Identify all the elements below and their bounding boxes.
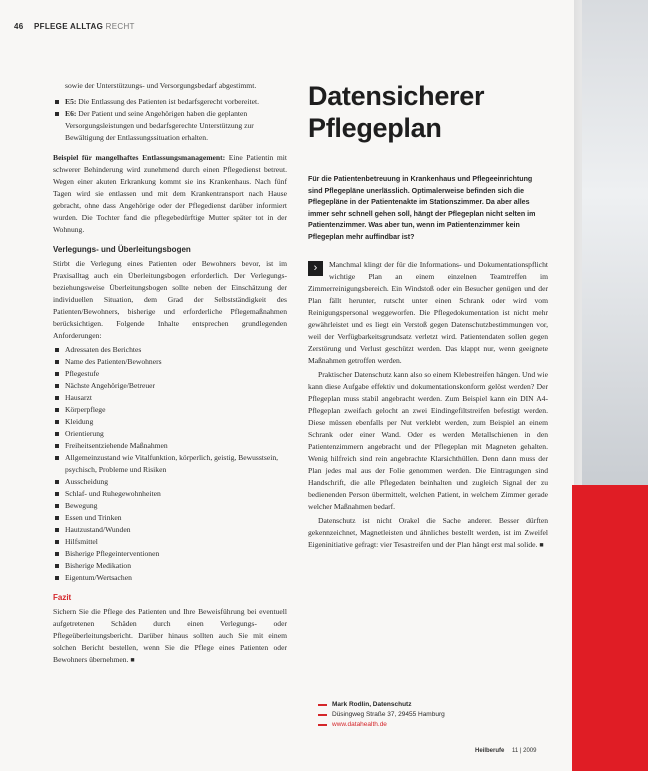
subsection-name: RECHT	[105, 22, 135, 31]
author-name: Mark Rodlin, Datenschutz	[318, 700, 518, 710]
author-url[interactable]: www.datahealth.de	[318, 720, 518, 730]
list-item: Ausscheidung	[53, 476, 287, 488]
intro-continued	[53, 80, 287, 92]
list-item: Eigentum/Wertsachen	[53, 572, 287, 584]
background-photo	[582, 0, 648, 485]
list-item: Kleidung	[53, 416, 287, 428]
end-mark: ■	[539, 541, 544, 549]
end-mark: ■	[130, 656, 135, 664]
list-item: Hausarzt	[53, 392, 287, 404]
example-paragraph: Beispiel für mangelhaftes Entlassungsmanagement: Eine Patientin mit schwerer Behinderung wird zunehmend durch einen Pflegedienst betreut. Wegen einer akuten Erkrankung kommt sie ins Krankenhaus. Nach fünf Tagen wird sie entlassen und mit dem Krankentransport nach Hause gebracht, ohne dass Angehörige oder der Pflegedienst darüber informiert wurden. Die Tochter fand die pflegebedürftige Mutter später tot in der Wohnung.	[53, 153, 288, 234]
section-paragraph: Stirbt die Verlegung eines Patienten oder Bewohners bevor, ist im Praxisalltag auch ein Überleitungsbogen erforderlich. Der Verlegungs- beziehungsweise Überleitungsbogen sollte neben der Einschätzung der individuellen Situation, dem Grad der Selbstständigkeit des Patienten/Bewohners, bisherige und erforderliche Pflegemaßnahmen berücksichtigen. Folgende Inhalte entsprechen grundlegenden Anforderungen:	[53, 259, 287, 340]
list-item: Bewegung	[53, 500, 287, 512]
body-paragraph: › Manchmal klingt der für die Informations- und Dokumentationspflicht wichtige Plan an einem einzelnen Teamtreffen im Zimmerreinigungsbereich. Ein Windstoß oder ein Besucher genügen und der Plan fällt herunter, rutscht unter einen Schrank oder wird vom Reinigungspersonal weggeworfen. Die Pflegedokumentation ist nicht mehr gewährleistet und es liegt ein Verstoß gegen Datenschutzbestimmungen vor, weil der Verfügbarkeitsgrundsatz verletzt wird. Patientendaten sollen gegen Zerstörung und Verlust geschützt werden. Das klappt nur, wenn geeignete Maßnahmen getroffen werden.	[308, 260, 548, 365]
body-paragraph: Datenschutz ist nicht Orakel die Sache anderer. Besser dürften gekennzeichnet, Magnetleisten und ähnliches bestellt werden, ist im Zweifel Eigeninitiative gefragt: vier Tesastreifen und der Plan hängt erst mal solide. ■	[308, 516, 548, 549]
red-background-block	[572, 485, 648, 771]
section-name: PFLEGE ALLTAG	[34, 22, 104, 31]
author-address: Düsingweg Straße 37, 29455 Hamburg	[318, 710, 518, 720]
list-item: Essen und Trinken	[53, 512, 287, 524]
list-item: Bisherige Pflegeinterventionen	[53, 548, 287, 560]
magazine-name: Heilberufe	[475, 748, 505, 754]
author-box	[318, 700, 518, 730]
page-header	[14, 22, 135, 31]
list-item: Allgemeinzustand wie Vitalfunktion, körperlich, geistig, Bewusstsein, psychisch, Probleme und Risiken	[53, 452, 287, 476]
list-item: Nächste Angehörige/Betreuer	[53, 380, 287, 392]
list-item: Hautzustand/Wunden	[53, 524, 287, 536]
page-footer	[475, 748, 536, 754]
list-item: Bisherige Medikation	[53, 560, 287, 572]
list-item: Orientierung	[53, 428, 287, 440]
page-number: 46	[14, 22, 24, 31]
example-heading: Beispiel für mangelhaftes Entlassungsmanagement:	[53, 153, 226, 162]
list-item: Name des Patienten/Bewohners	[53, 356, 287, 368]
fazit-heading: Fazit	[53, 593, 72, 602]
list-item: E6: Der Patient und seine Angehörigen haben die geplanten Versorgungsleistungen und bedarfsgerechte Unterstützung zur Bewältigung der Entlassungssituation erhalten.	[53, 108, 287, 144]
right-column	[308, 80, 548, 553]
list-item: E5: Die Entlassung des Patienten ist bedarfsgerecht vorbereitet.	[53, 96, 287, 108]
left-column	[53, 80, 287, 668]
list-item: Pflegestufe	[53, 368, 287, 380]
list-item: Freiheitsentziehende Maßnahmen	[53, 440, 287, 452]
list-item: Schlaf- und Ruhegewohnheiten	[53, 488, 287, 500]
list-item: Körperpflege	[53, 404, 287, 416]
issue-number: 11 | 2009	[512, 748, 537, 754]
criteria-list	[53, 96, 287, 144]
fazit-paragraph: Sichern Sie die Pflege des Patienten und Ihre Beweisführung bei eventuell aufgetretenen Schäden durch einen Verlegungs- oder Pflegeüberleitungsbericht. Darüber hinaus sollten auch Sie mit einem solchen Bericht bestellen, wenn Sie die Pflege eines Patienten oder Bewohners übernehmen. ■	[53, 607, 287, 664]
body-paragraph: Praktischer Datenschutz kann also so einem Klebestreifen hängen. Und wie kann diese Aufgabe effektiv und dokumentationskonform gelöst werden? Der Pflegeplan muss stabil angebracht werden. Zum Beispiel kann ein DIN A4-Pflegeplan zweifach gelocht an zwei Eindingefiltstreifen befestigt werden. Diese müssen ebenfalls per Nut verklebt werden, zum Beispiel an einem Schrank oder einer Wand. Oder es werden Metallschienen in den Patientenzimmern angebracht und der Pflegeplan mit Magneten gehalten. Wenig hilfreich sind rein angebrachte Klarsichthüllen. Denn dann muss der Plan jedes mal aus der Folie genommen werden. Die Eintragungen sind Handschrift, die alle Pflegedaten beinhalten und zugleich Signal der zu bedienenden Person übermittelt, welchen Patient, in welchem Zimmer gerade welcher Maßnahmen bedarf.	[308, 370, 548, 511]
requirements-list	[53, 344, 287, 584]
intro-bullet-cont: sowie der Unterstützungs- und Versorgungsbedarf abgestimmt.	[65, 81, 257, 90]
list-item: Hilfsmittel	[53, 536, 287, 548]
article-title: Datensicherer Pflegeplan	[308, 81, 485, 143]
arrow-icon: ›	[308, 261, 323, 276]
article-lead: Für die Patientenbetreuung in Krankenhaus und Pflegeeinrichtung sind Pflegepläne unerlässlich. Optimalerweise befinden sich die Pflegepläne in der Patientenakte im Stationszimmer. Da aber alles immer sehr schnell gehen soll, hängt der Pflegeplan nicht selten im Patientenzimmer. Was aber tun, wenn im Patientenzimmer kein Pflegeplan mehr auffindbar ist?	[308, 175, 536, 241]
section-heading: Verlegungs- und Überleitungsbogen	[53, 245, 191, 254]
list-item: Adressaten des Berichtes	[53, 344, 287, 356]
